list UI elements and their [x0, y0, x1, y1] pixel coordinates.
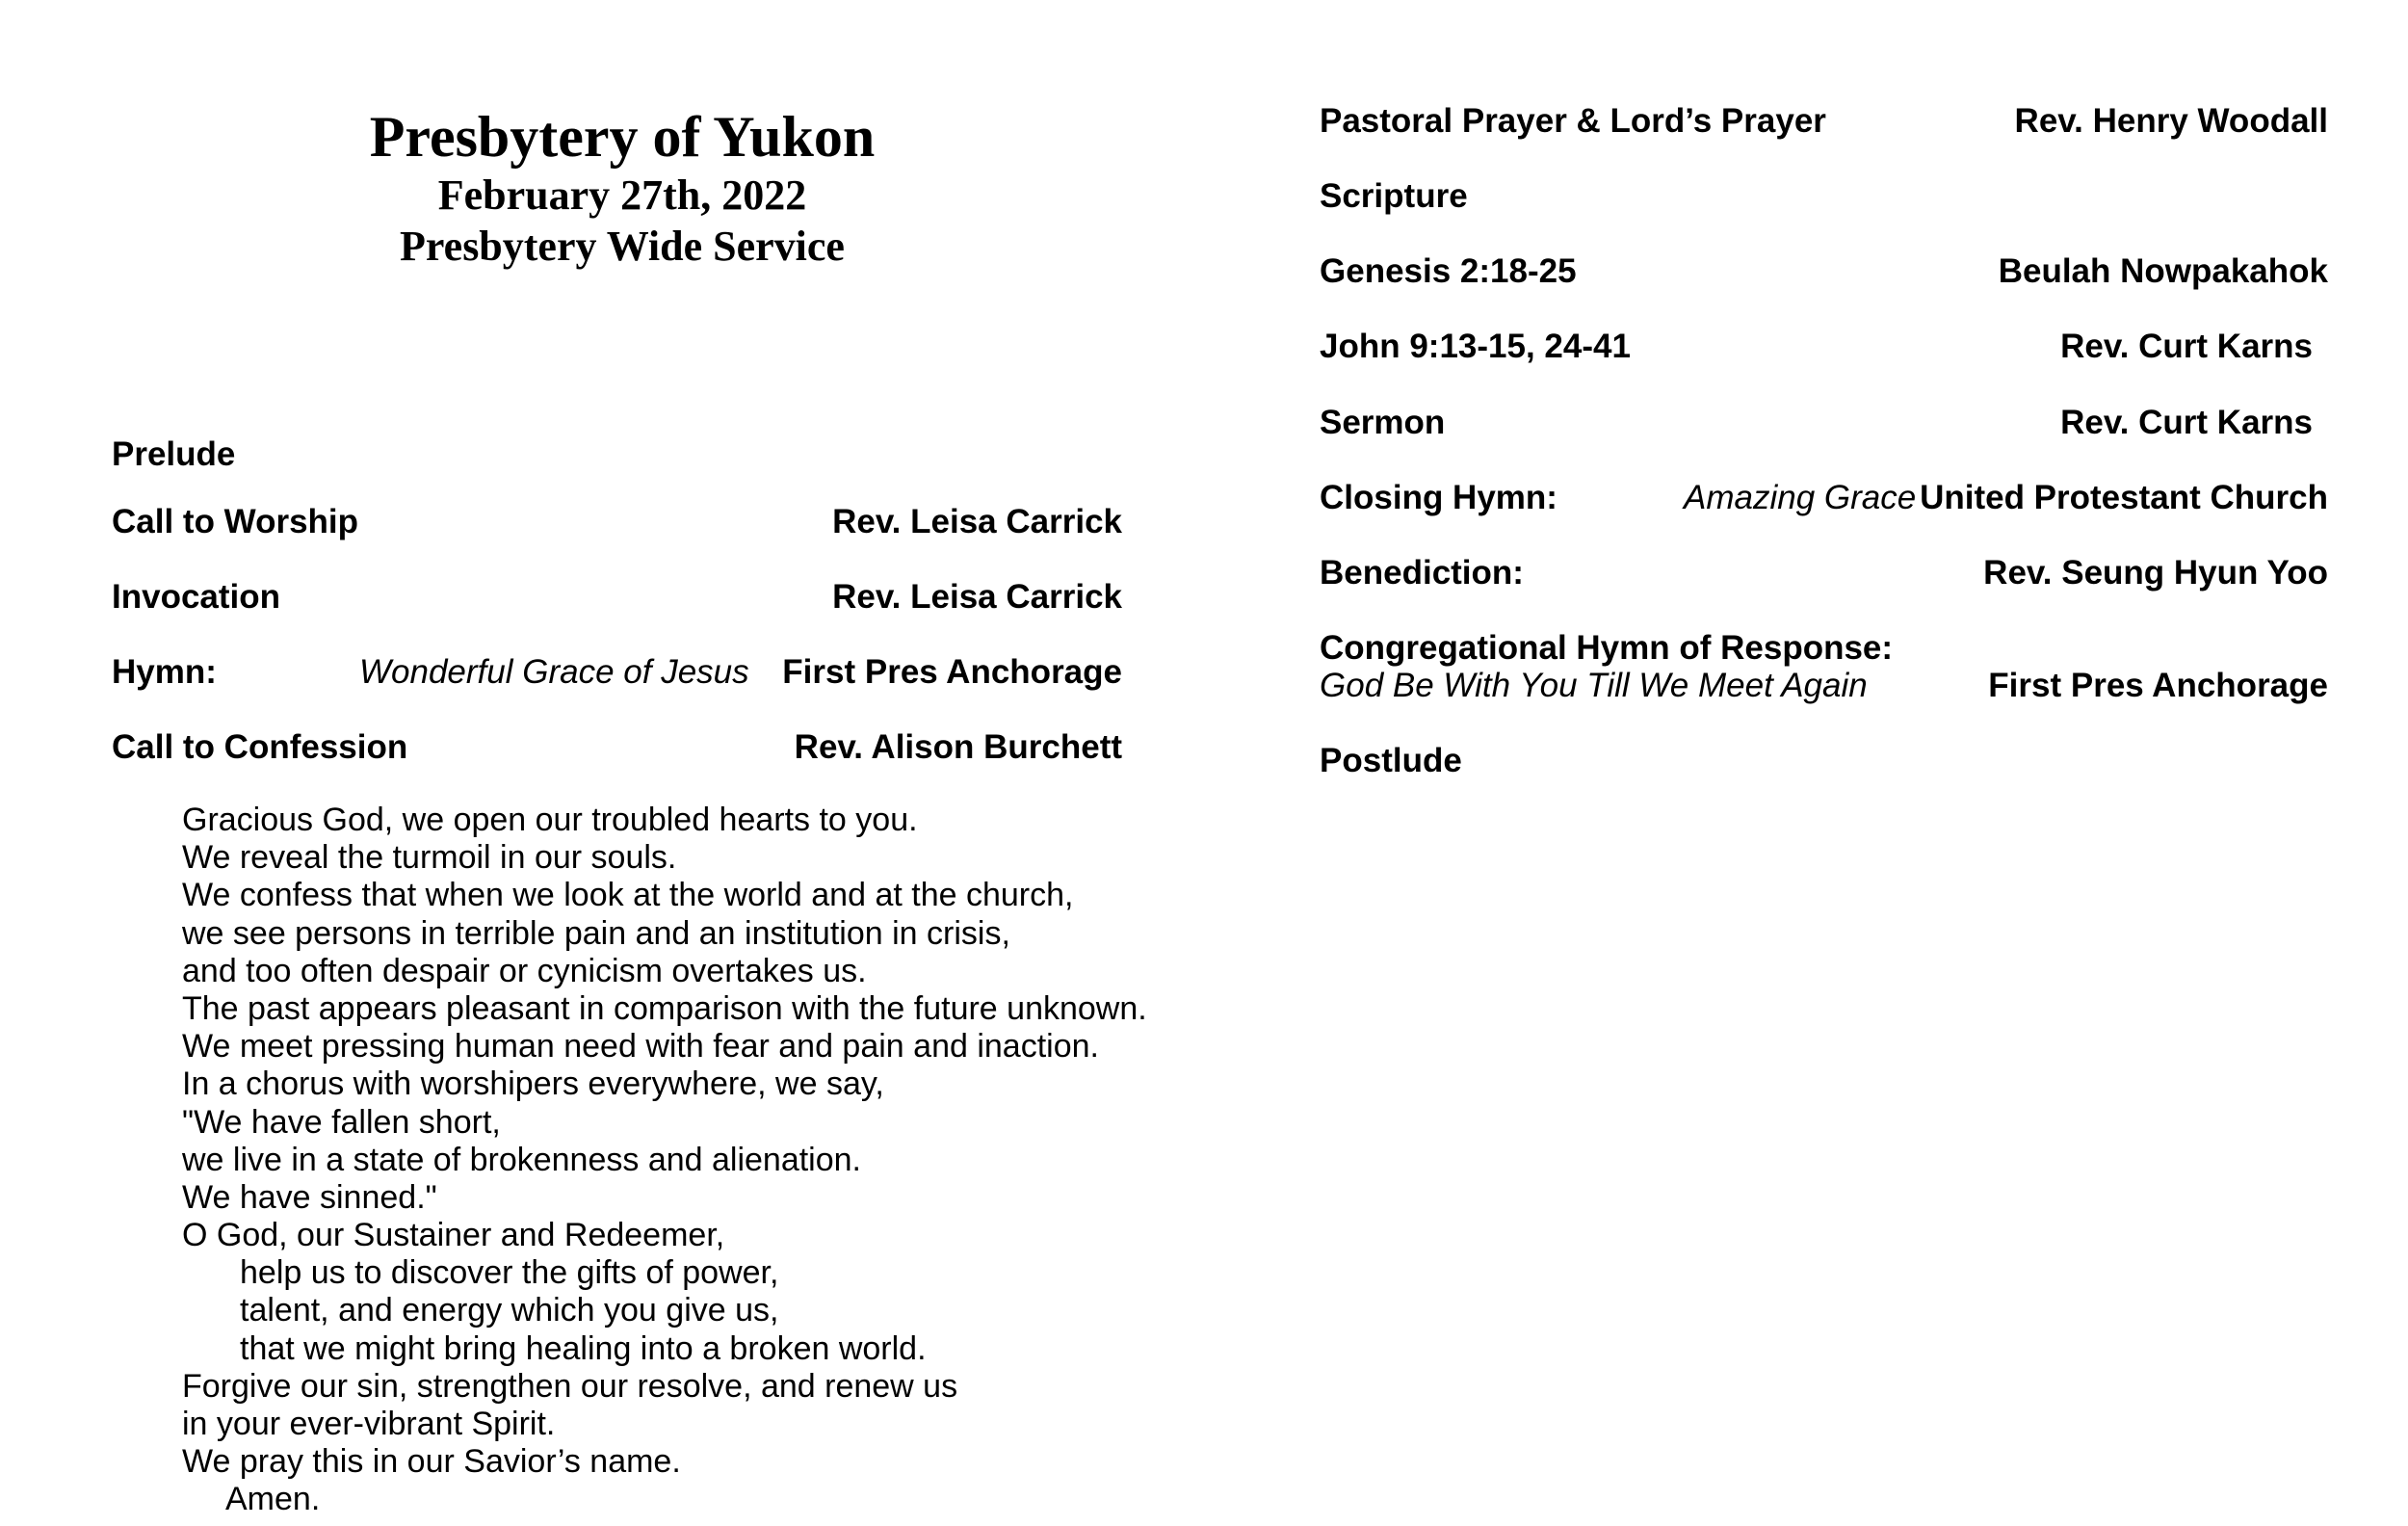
item-leader: First Pres Anchorage — [782, 653, 1122, 691]
item-invocation — [112, 577, 1122, 618]
item-postlude — [1320, 741, 2328, 781]
prayer-line: Forgive our sin, strengthen our resolve, and renew us — [182, 1367, 958, 1405]
item-call-to-confession — [112, 727, 1122, 768]
prayer-line: that we might bring healing into a broken world. — [240, 1329, 927, 1367]
prayer-line: help us to discover the gifts of power, — [240, 1254, 779, 1292]
prayer-line: We meet pressing human need with fear and pain and inaction. — [182, 1028, 1099, 1066]
prayer-line: we live in a state of brokenness and alienation. — [182, 1141, 862, 1178]
item-leader: Rev. Alison Burchett — [794, 728, 1122, 766]
item-label: Closing Hymn: — [1320, 479, 1557, 516]
hymn-title: God Be With You Till We Meet Again — [1320, 667, 1868, 704]
item-leader: Rev. Curt Karns — [2060, 328, 2313, 365]
page-title: Presbytery of Yukon — [369, 105, 876, 169]
item-label: Postlude — [1320, 742, 1462, 779]
prayer-line: O God, our Sustainer and Redeemer, — [182, 1217, 725, 1254]
item-leader: Rev. Seung Hyun Yoo — [1983, 554, 2328, 592]
item-label: John 9:13-15, 24-41 — [1320, 328, 1631, 365]
item-leader: United Protestant Church — [1920, 479, 2328, 516]
item-leader: Rev. Curt Karns — [2060, 404, 2313, 441]
item-sermon — [1320, 403, 2328, 443]
prayer-line: in your ever-vibrant Spirit. — [182, 1406, 556, 1442]
item-leader: Rev. Henry Woodall — [2014, 102, 2328, 140]
item-label: Benediction: — [1320, 554, 1524, 592]
item-leader: Rev. Leisa Carrick — [832, 503, 1122, 540]
hymn-title: Amazing Grace — [1684, 479, 1917, 516]
prayer-line: We reveal the turmoil in our souls. — [182, 839, 677, 877]
prayer-of-confession — [182, 802, 1147, 1519]
prayer-line: We pray this in our Savior’s name. — [182, 1443, 681, 1481]
item-label: Genesis 2:18-25 — [1320, 252, 1577, 290]
item-label: Prelude — [112, 435, 236, 473]
bulletin-header — [112, 104, 1133, 272]
prayer-line-amen: Amen. — [225, 1481, 321, 1518]
item-leader: First Pres Anchorage — [1988, 667, 2328, 704]
item-label: Call to Worship — [112, 503, 359, 540]
item-call-to-worship — [112, 502, 1122, 542]
item-john-reading — [1320, 327, 2328, 367]
item-label: Call to Confession — [112, 728, 408, 766]
prayer-line: and too often despair or cynicism overtakes us. — [182, 952, 867, 989]
prayer-line: We confess that when we look at the world and at the church, — [182, 877, 1074, 914]
prayer-line: In a chorus with worshipers everywhere, we say, — [182, 1066, 884, 1103]
prayer-line: talent, and energy which you give us, — [240, 1292, 779, 1329]
item-scripture — [1320, 176, 2328, 217]
item-hymn — [112, 652, 1122, 693]
item-label: Invocation — [112, 578, 281, 616]
item-label: Pastoral Prayer & Lord’s Prayer — [1320, 102, 1826, 140]
prayer-line: "We have fallen short, — [182, 1103, 501, 1141]
prayer-line: We have sinned." — [182, 1178, 437, 1216]
item-leader: Beulah Nowpakahok — [1998, 252, 2328, 290]
item-label: Sermon — [1320, 404, 1446, 441]
response-hymn — [1320, 666, 2328, 706]
prayer-line: we see persons in terrible pain and an institution in crisis, — [182, 914, 1010, 952]
response-hymn-label: Congregational Hymn of Response: — [1320, 629, 1894, 667]
item-leader: Rev. Leisa Carrick — [832, 578, 1122, 616]
item-label: Hymn: — [112, 653, 217, 691]
item-label: Scripture — [1320, 177, 1468, 215]
item-genesis-reading — [1320, 251, 2328, 292]
item-closing-hymn — [1320, 478, 2328, 518]
item-pastoral-prayer — [1320, 101, 2328, 142]
item-benediction — [1320, 553, 2328, 593]
service-name: Presbytery Wide Service — [400, 223, 845, 270]
item-prelude — [112, 434, 1122, 475]
prayer-line: Gracious God, we open our troubled hearts to you. — [182, 802, 918, 838]
prayer-line: The past appears pleasant in comparison with the future unknown. — [182, 989, 1147, 1027]
hymn-title: Wonderful Grace of Jesus — [359, 653, 749, 691]
service-date: February 27th, 2022 — [437, 171, 807, 219]
